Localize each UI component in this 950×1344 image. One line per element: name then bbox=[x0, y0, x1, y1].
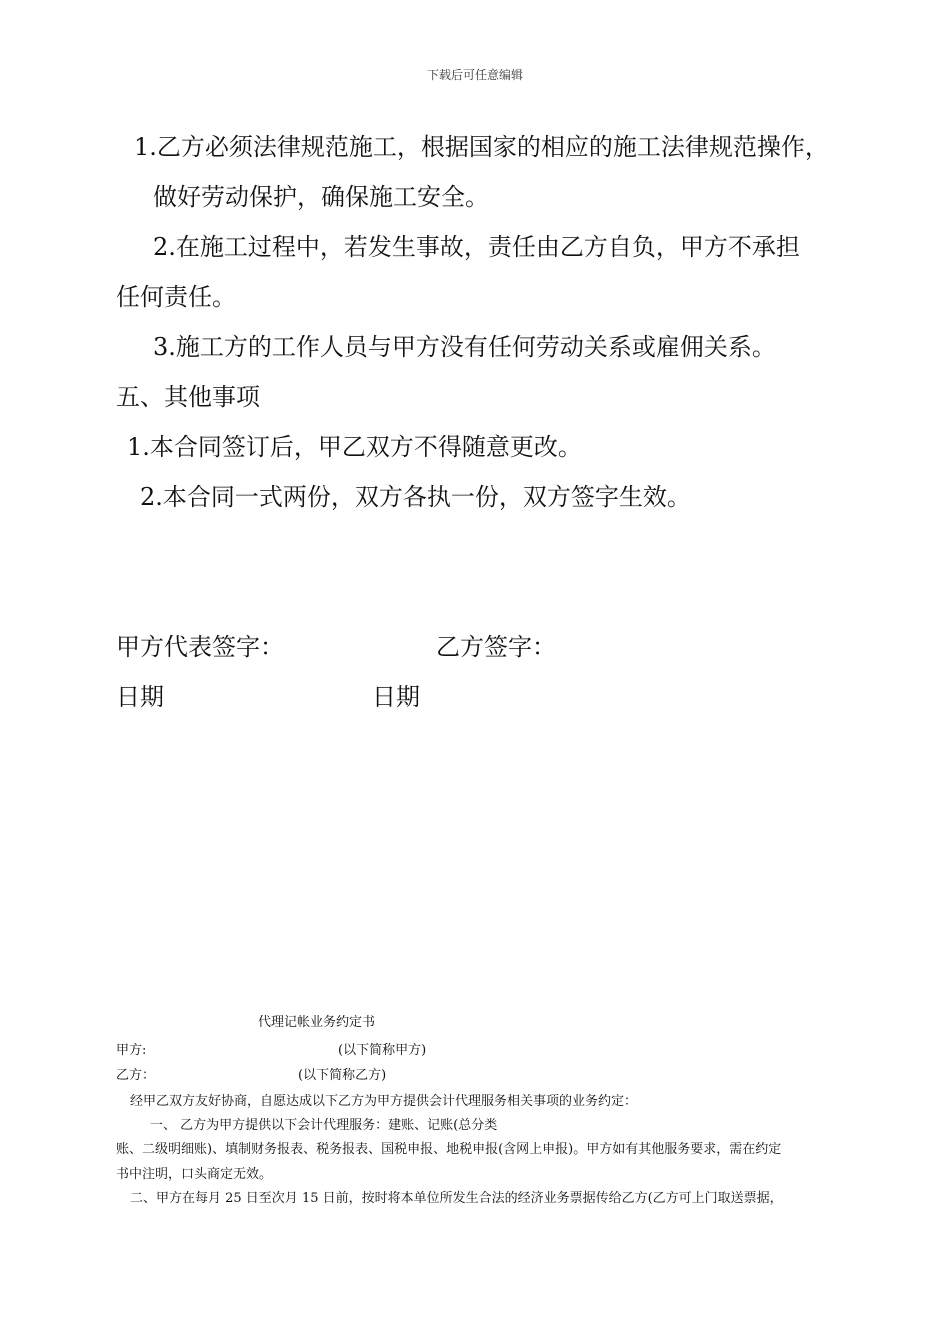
clause-2-line-2: 任何责任。 bbox=[116, 283, 236, 311]
party-b-signature-label: 乙方签字： bbox=[436, 633, 556, 661]
agreement-title: 代理记帐业务约定书 bbox=[258, 1015, 376, 1030]
agreement-party-a-note: (以下简称甲方) bbox=[338, 1043, 427, 1058]
party-b-date-label: 日期 bbox=[372, 683, 420, 711]
agreement-clause-1-line-1: 一、 乙方为甲方提供以下会计代理服务：建账、记账(总分类 bbox=[150, 1118, 498, 1133]
agreement-clause-2-line-1: 二、甲方在每月 25 日至次月 15 日前，按时将本单位所发生合法的经济业务票据传给乙方(乙方可上门取送票据， bbox=[130, 1191, 783, 1206]
clause-2-line-1: 2.在施工过程中，若发生事故，责任由乙方自负，甲方不承担 bbox=[153, 233, 800, 261]
section-5-item-2: 2.本合同一式两份，双方各执一份，双方签字生效。 bbox=[140, 483, 691, 511]
clause-3: 3.施工方的工作人员与甲方没有任何劳动关系或雇佣关系。 bbox=[153, 333, 776, 361]
section-5-item-1: 1.本合同签订后，甲乙双方不得随意更改。 bbox=[127, 433, 582, 461]
clause-1-line-1: 1.乙方必须法律规范施工，根据国家的相应的施工法律规范操作， bbox=[134, 133, 829, 161]
agreement-clause-1-line-3: 书中注明，口头商定无效。 bbox=[116, 1167, 273, 1182]
agreement-party-b-note: (以下简称乙方) bbox=[298, 1068, 387, 1083]
agreement-clause-1-line-2: 账、二级明细账)、填制财务报表、税务报表、国税申报、地税申报(含网上申报)。甲方如有其他服务要求，需在约定 bbox=[116, 1142, 782, 1157]
section-5-heading: 五、其他事项 bbox=[116, 383, 260, 411]
agreement-intro: 经甲乙双方友好协商，自愿达成以下乙方为甲方提供会计代理服务相关事项的业务约定： bbox=[130, 1094, 638, 1109]
party-a-signature-label: 甲方代表签字： bbox=[116, 633, 284, 661]
agreement-party-a-label: 甲方: bbox=[116, 1043, 147, 1058]
agreement-party-b-label: 乙方： bbox=[116, 1068, 156, 1083]
party-a-date-label: 日期 bbox=[116, 683, 164, 711]
clause-1-line-2: 做好劳动保护，确保施工安全。 bbox=[153, 183, 489, 211]
header-note: 下载后可任意编辑 bbox=[426, 68, 523, 82]
